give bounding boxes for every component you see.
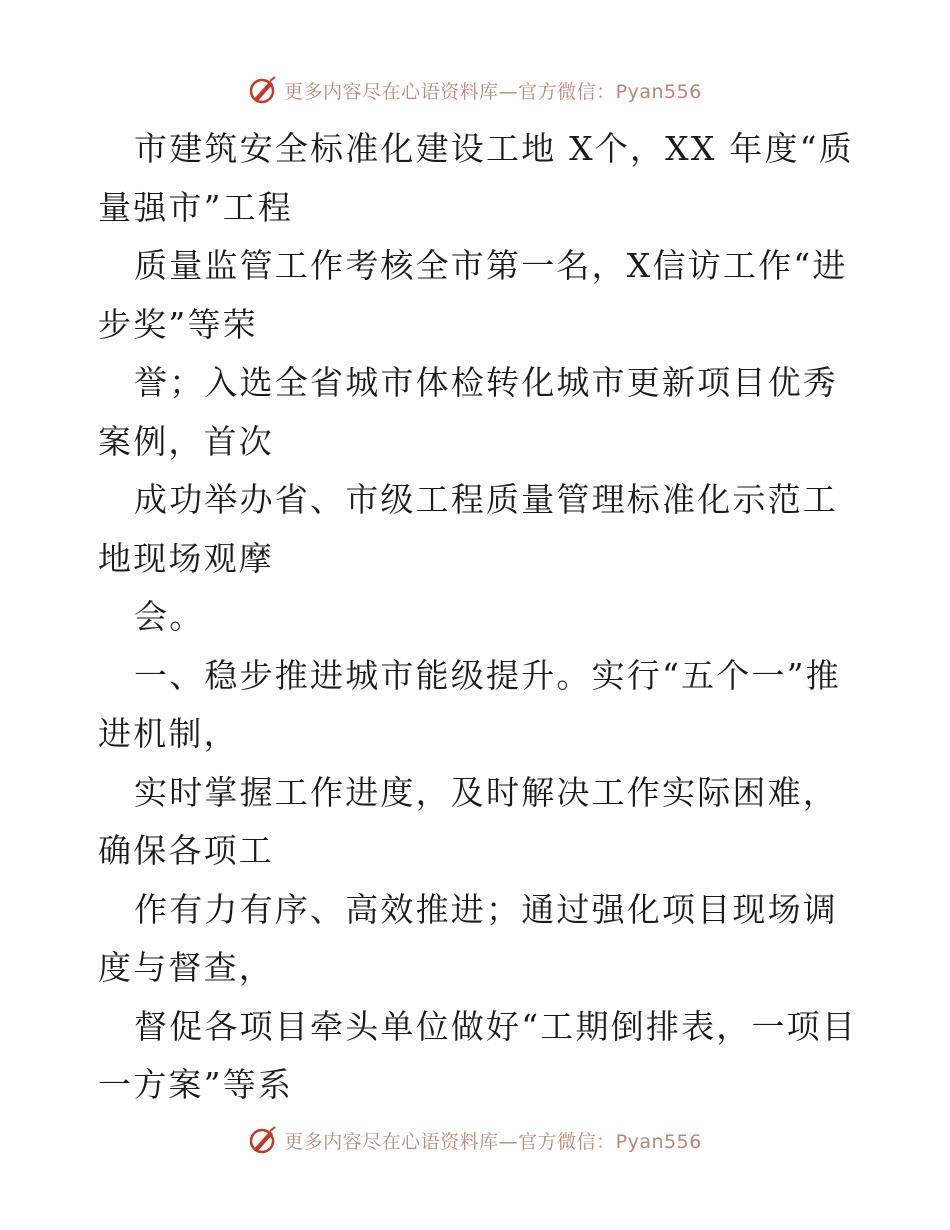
watermark-text: 更多内容尽在心语资料库—官方微信：Pyan556	[284, 80, 702, 103]
quill-pen-icon	[248, 1125, 278, 1155]
paragraph: 一、稳步推进城市能级提升。实行“五个一”推进机制，	[98, 655, 841, 753]
watermark-text: 更多内容尽在心语资料库—官方微信：Pyan556	[284, 1130, 702, 1153]
paragraph: 成功举办省、市级工程质量管理标准化示范工地现场观摩	[98, 480, 838, 578]
quill-pen-icon	[248, 75, 278, 105]
document-body	[98, 120, 858, 1115]
paragraph: 市建筑安全标准化建设工地 X个，XX 年度“质量强市”工程	[98, 129, 854, 227]
paragraph: 会。	[134, 597, 205, 636]
paragraph: 作有力有序、高效推进；通过强化项目现场调度与督查，	[98, 889, 838, 987]
paragraph: 誉；入选全省城市体检转化城市更新项目优秀案例，首次	[98, 363, 838, 461]
paragraph: 督促各项目牵头单位做好“工期倒排表，一项目一方案”等系	[98, 1006, 858, 1104]
watermark-footer	[0, 1120, 950, 1160]
paragraph: 质量监管工作考核全市第一名，X信访工作“进步奖”等荣	[98, 246, 848, 344]
watermark-header	[0, 70, 950, 110]
paragraph: 实时掌握工作进度，及时解决工作实际困难，确保各项工	[98, 772, 838, 870]
